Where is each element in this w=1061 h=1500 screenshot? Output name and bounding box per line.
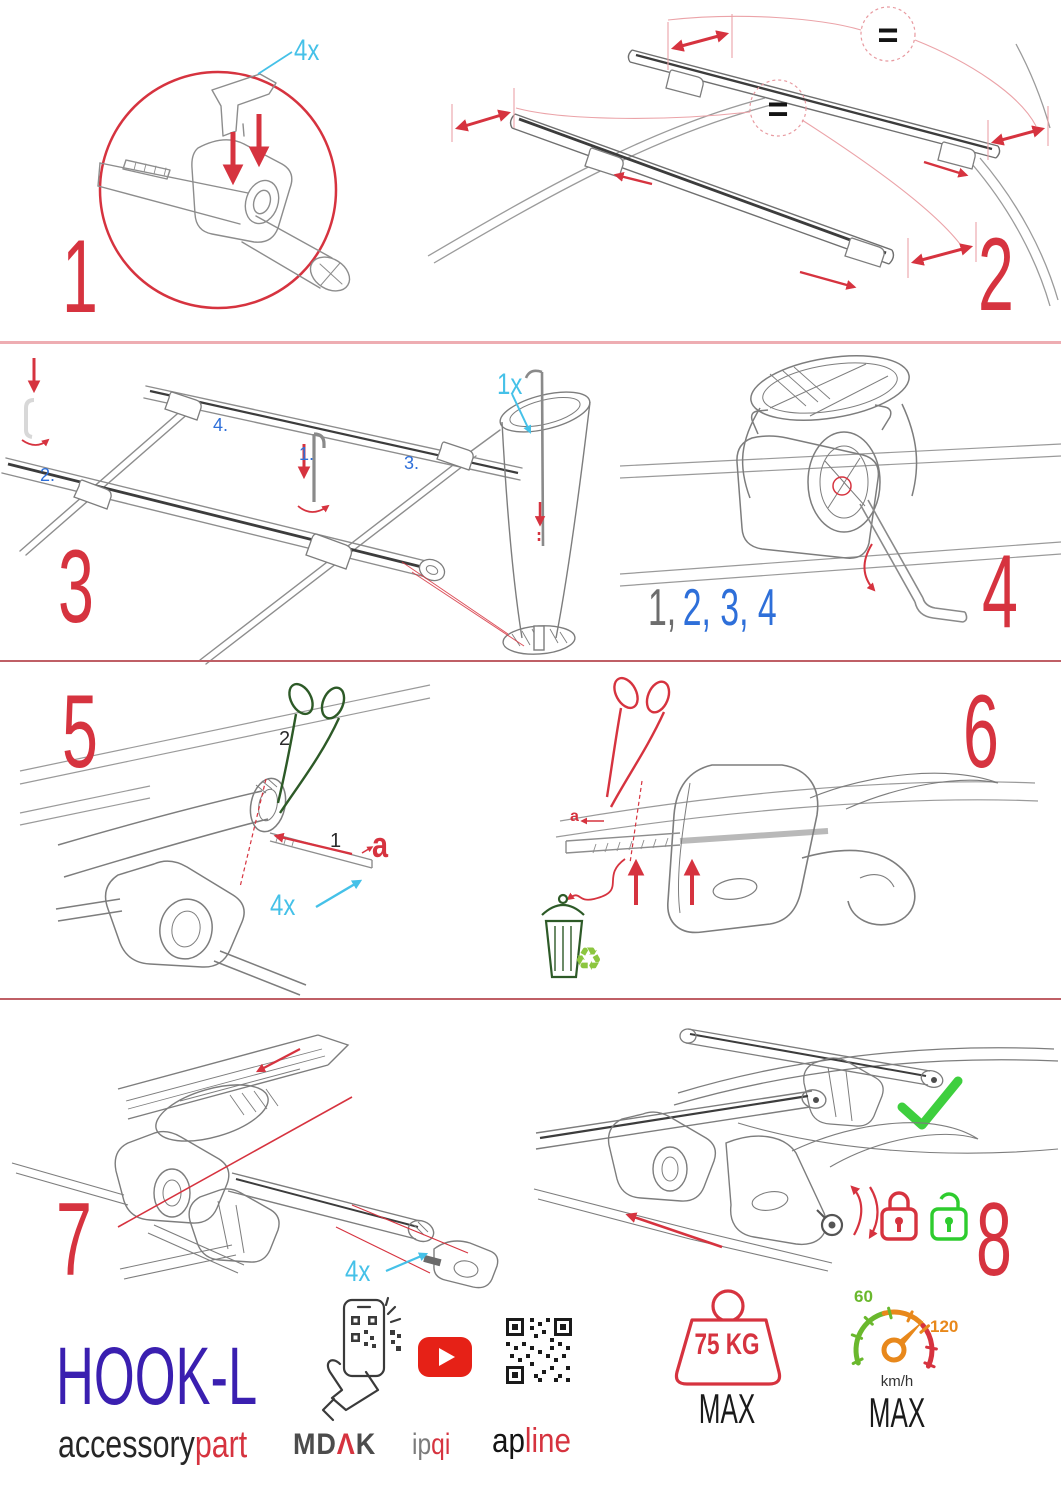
weight-limit-value: 75 KG (694, 1328, 760, 1361)
speed-unit-label: km/h (880, 1373, 914, 1390)
step-2-panel (420, 0, 1061, 343)
step-7-number: 7 (56, 1182, 91, 1298)
step3-quantity-label: 1x (497, 368, 523, 401)
step4-seq-first: 1, (648, 579, 677, 637)
ipqi-part1: ip (412, 1428, 432, 1461)
step-4-number: 4 (982, 534, 1017, 650)
rack-assembly-illustration (0, 346, 640, 660)
footer (0, 1280, 1061, 1500)
mdak-part3: K (355, 1428, 377, 1461)
scissors-icon (607, 674, 673, 807)
apline-part2: line (524, 1422, 571, 1460)
speed-limit-max-label: MAX (868, 1389, 926, 1436)
locked-padlock-icon (882, 1193, 916, 1239)
step7-quantity-label: 4x (345, 1255, 371, 1288)
divider-1 (0, 341, 1061, 344)
step-2-number: 2 (978, 217, 1013, 333)
step3-sub2-label: 2. (40, 465, 56, 485)
apline-logo (492, 1424, 571, 1458)
weight-limit-max-label: MAX (698, 1385, 756, 1432)
speed-tick-low: 60 (854, 1287, 873, 1306)
speed-limit-icon (842, 1287, 959, 1392)
step-6-panel (530, 663, 1061, 999)
brand-part1: accessory (58, 1424, 195, 1466)
divider-3 (0, 998, 1061, 1000)
step6-dim-a-label: a (570, 808, 579, 825)
step5-scissors-label: 2 (279, 728, 291, 750)
step-1-number: 1 (62, 219, 97, 335)
apline-part1: ap (492, 1422, 525, 1460)
speed-tick-high: 120 (930, 1317, 959, 1336)
step5-strip-label: 1 (330, 830, 342, 852)
equal-sign-top: = (877, 14, 899, 55)
qr-code (506, 1318, 572, 1384)
brand-logo (58, 1426, 247, 1464)
divider-2 (0, 660, 1061, 662)
step-3-number: 3 (58, 529, 93, 645)
step4-seq-rest: 2, 3, 4 (682, 579, 777, 637)
key-icon (817, 1210, 842, 1235)
step-3-panel (0, 346, 640, 660)
product-name: HOOK-L (56, 1331, 258, 1422)
qr-scan-phone-icon (320, 1298, 406, 1416)
step1-quantity-label: 4x (294, 34, 320, 67)
step-1-panel (0, 0, 420, 343)
unlocked-padlock-icon (932, 1194, 966, 1239)
mdak-part1: MD (293, 1428, 337, 1461)
mdak-logo (293, 1430, 376, 1460)
brand-part2: part (194, 1424, 248, 1466)
step4-sequence-label (648, 579, 777, 637)
ipqi-part2: qi (431, 1428, 451, 1461)
step-6-number: 6 (963, 674, 998, 790)
step5-dim-a-label: a (372, 824, 389, 865)
equal-sign-mid: = (767, 88, 789, 129)
step3-sub4-label: 4. (213, 415, 229, 435)
step-5-number: 5 (62, 674, 97, 790)
equal-spacing-illustration (420, 0, 1061, 343)
step-7-panel (0, 1001, 530, 1301)
step-5-panel (0, 663, 530, 999)
step3-sub3-label: 3. (404, 453, 420, 473)
checkmark-icon (902, 1081, 958, 1125)
ipqi-logo (412, 1430, 450, 1460)
step5-quantity-label: 4x (270, 889, 296, 922)
youtube-icon (418, 1337, 472, 1377)
step3-sub1-label: 1. (299, 444, 315, 464)
step-8-number: 8 (976, 1182, 1011, 1298)
mdak-part2: Λ (336, 1428, 356, 1461)
recycle-icon: ♻ (574, 941, 603, 977)
step-8-panel (530, 1001, 1061, 1301)
step-4-panel (620, 346, 1061, 660)
